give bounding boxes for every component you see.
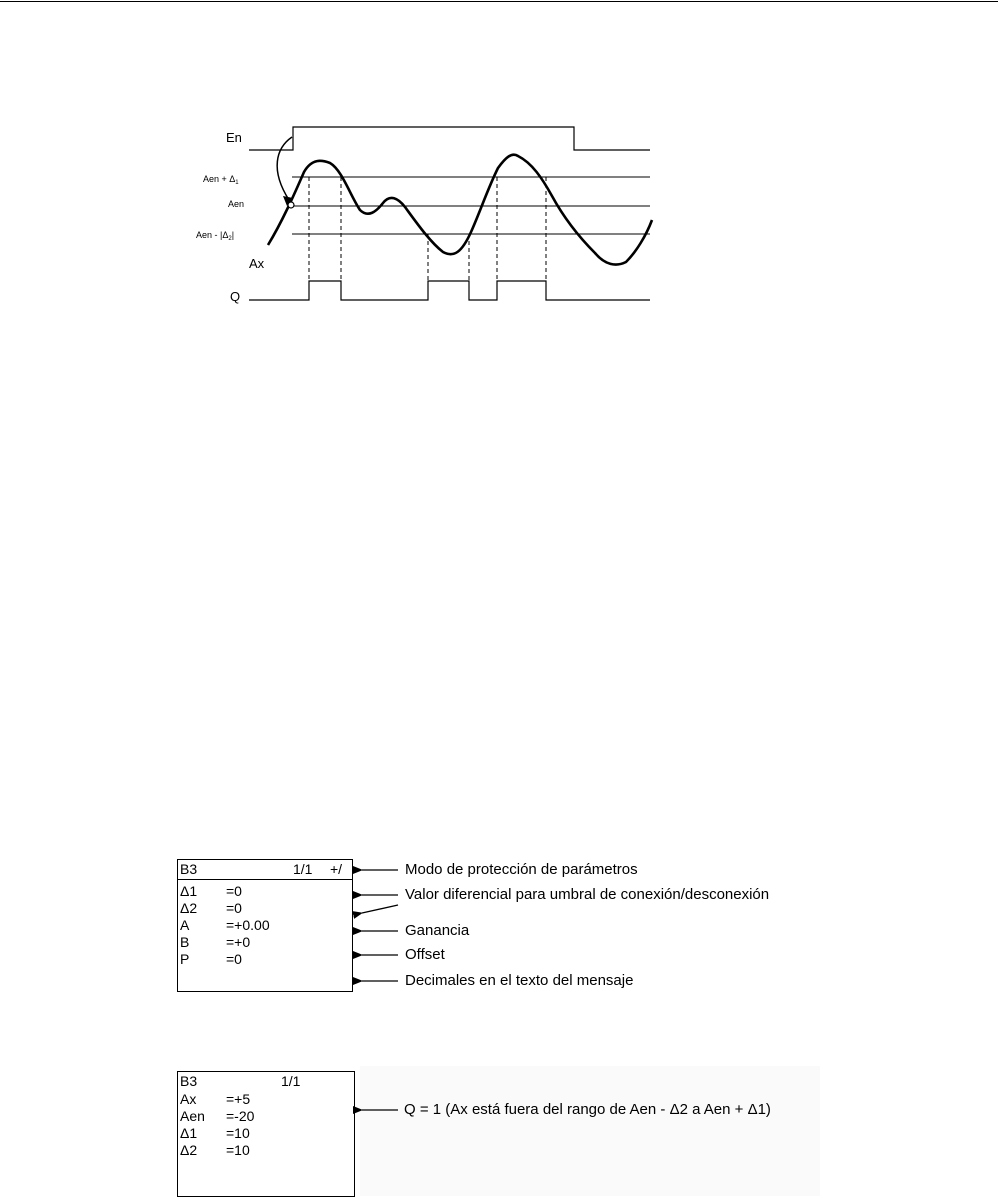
label-aen-minus: Aen - $|\Delta_2|$: [196, 230, 235, 242]
param-row-p: [178, 951, 352, 968]
protection-mode: +/: [330, 861, 343, 877]
label-aen-plus: Aen + $\Delta_1$: [203, 174, 239, 186]
page-indicator: 1/1: [281, 1073, 301, 1089]
timing-diagram: [0, 0, 998, 340]
value-value: =10: [226, 1142, 250, 1158]
param-value: =0: [226, 900, 242, 916]
page-indicator: 1/1: [293, 861, 313, 877]
value-value: =10: [226, 1125, 250, 1141]
annotation-q-status: Q = 1 (Ax está fuera del rango de Aen - Δ2 a Aen + Δ1): [404, 1101, 771, 1118]
value-display-panel: [177, 1071, 355, 1197]
annotation-background: [360, 1066, 820, 1196]
value-value: =-20: [226, 1108, 255, 1124]
param-row-delta1: [178, 883, 352, 900]
parameter-display-panel: [177, 859, 353, 992]
param-key: Δ1: [180, 883, 198, 899]
value-row-aen: [178, 1108, 354, 1125]
value-value: =+5: [226, 1091, 251, 1107]
label-aen: Aen: [228, 199, 245, 209]
value-key: Δ2: [180, 1142, 198, 1158]
annotation-offset: Offset: [405, 946, 445, 963]
param-key: B: [180, 934, 190, 950]
label-ax: Ax: [249, 256, 265, 271]
panel-header: [178, 1072, 354, 1089]
param-value: =+0: [226, 934, 251, 950]
annotation-differential: Valor diferencial para umbral de conexión/desconexión: [405, 886, 770, 903]
param-key: P: [180, 951, 190, 967]
param-row-b: [178, 934, 352, 951]
label-en: En: [226, 130, 242, 145]
annotation-decimals: Decimales en el texto del mensaje: [405, 972, 634, 989]
value-row-delta1: [178, 1125, 354, 1142]
param-row-a: [178, 917, 352, 934]
value-key: Aen: [180, 1108, 205, 1124]
block-number: B3: [180, 1073, 198, 1089]
panel-header: [178, 860, 352, 877]
value-row-ax: [178, 1091, 354, 1108]
value-row-delta2: [178, 1142, 354, 1159]
q-signal: [249, 281, 650, 300]
ax-waveform: [268, 155, 652, 265]
label-q: Q: [230, 289, 241, 304]
arrow-delta2-icon: [362, 905, 398, 913]
trigger-point-icon: [288, 202, 294, 208]
param-value: =+0.00: [226, 917, 270, 933]
en-trigger-arrow: [277, 137, 292, 200]
en-signal: [249, 127, 650, 150]
param-row-delta2: [178, 900, 352, 917]
value-key: Ax: [180, 1091, 197, 1107]
param-key: Δ2: [180, 900, 198, 916]
param-key: A: [180, 917, 190, 933]
param-value: =0: [226, 951, 242, 967]
annotation-gain: Ganancia: [405, 922, 470, 939]
value-key: Δ1: [180, 1125, 198, 1141]
param-value: =0: [226, 883, 242, 899]
transition-markers: [309, 177, 546, 281]
block-number: B3: [180, 861, 198, 877]
annotation-protection-mode: Modo de protección de parámetros: [405, 861, 638, 878]
